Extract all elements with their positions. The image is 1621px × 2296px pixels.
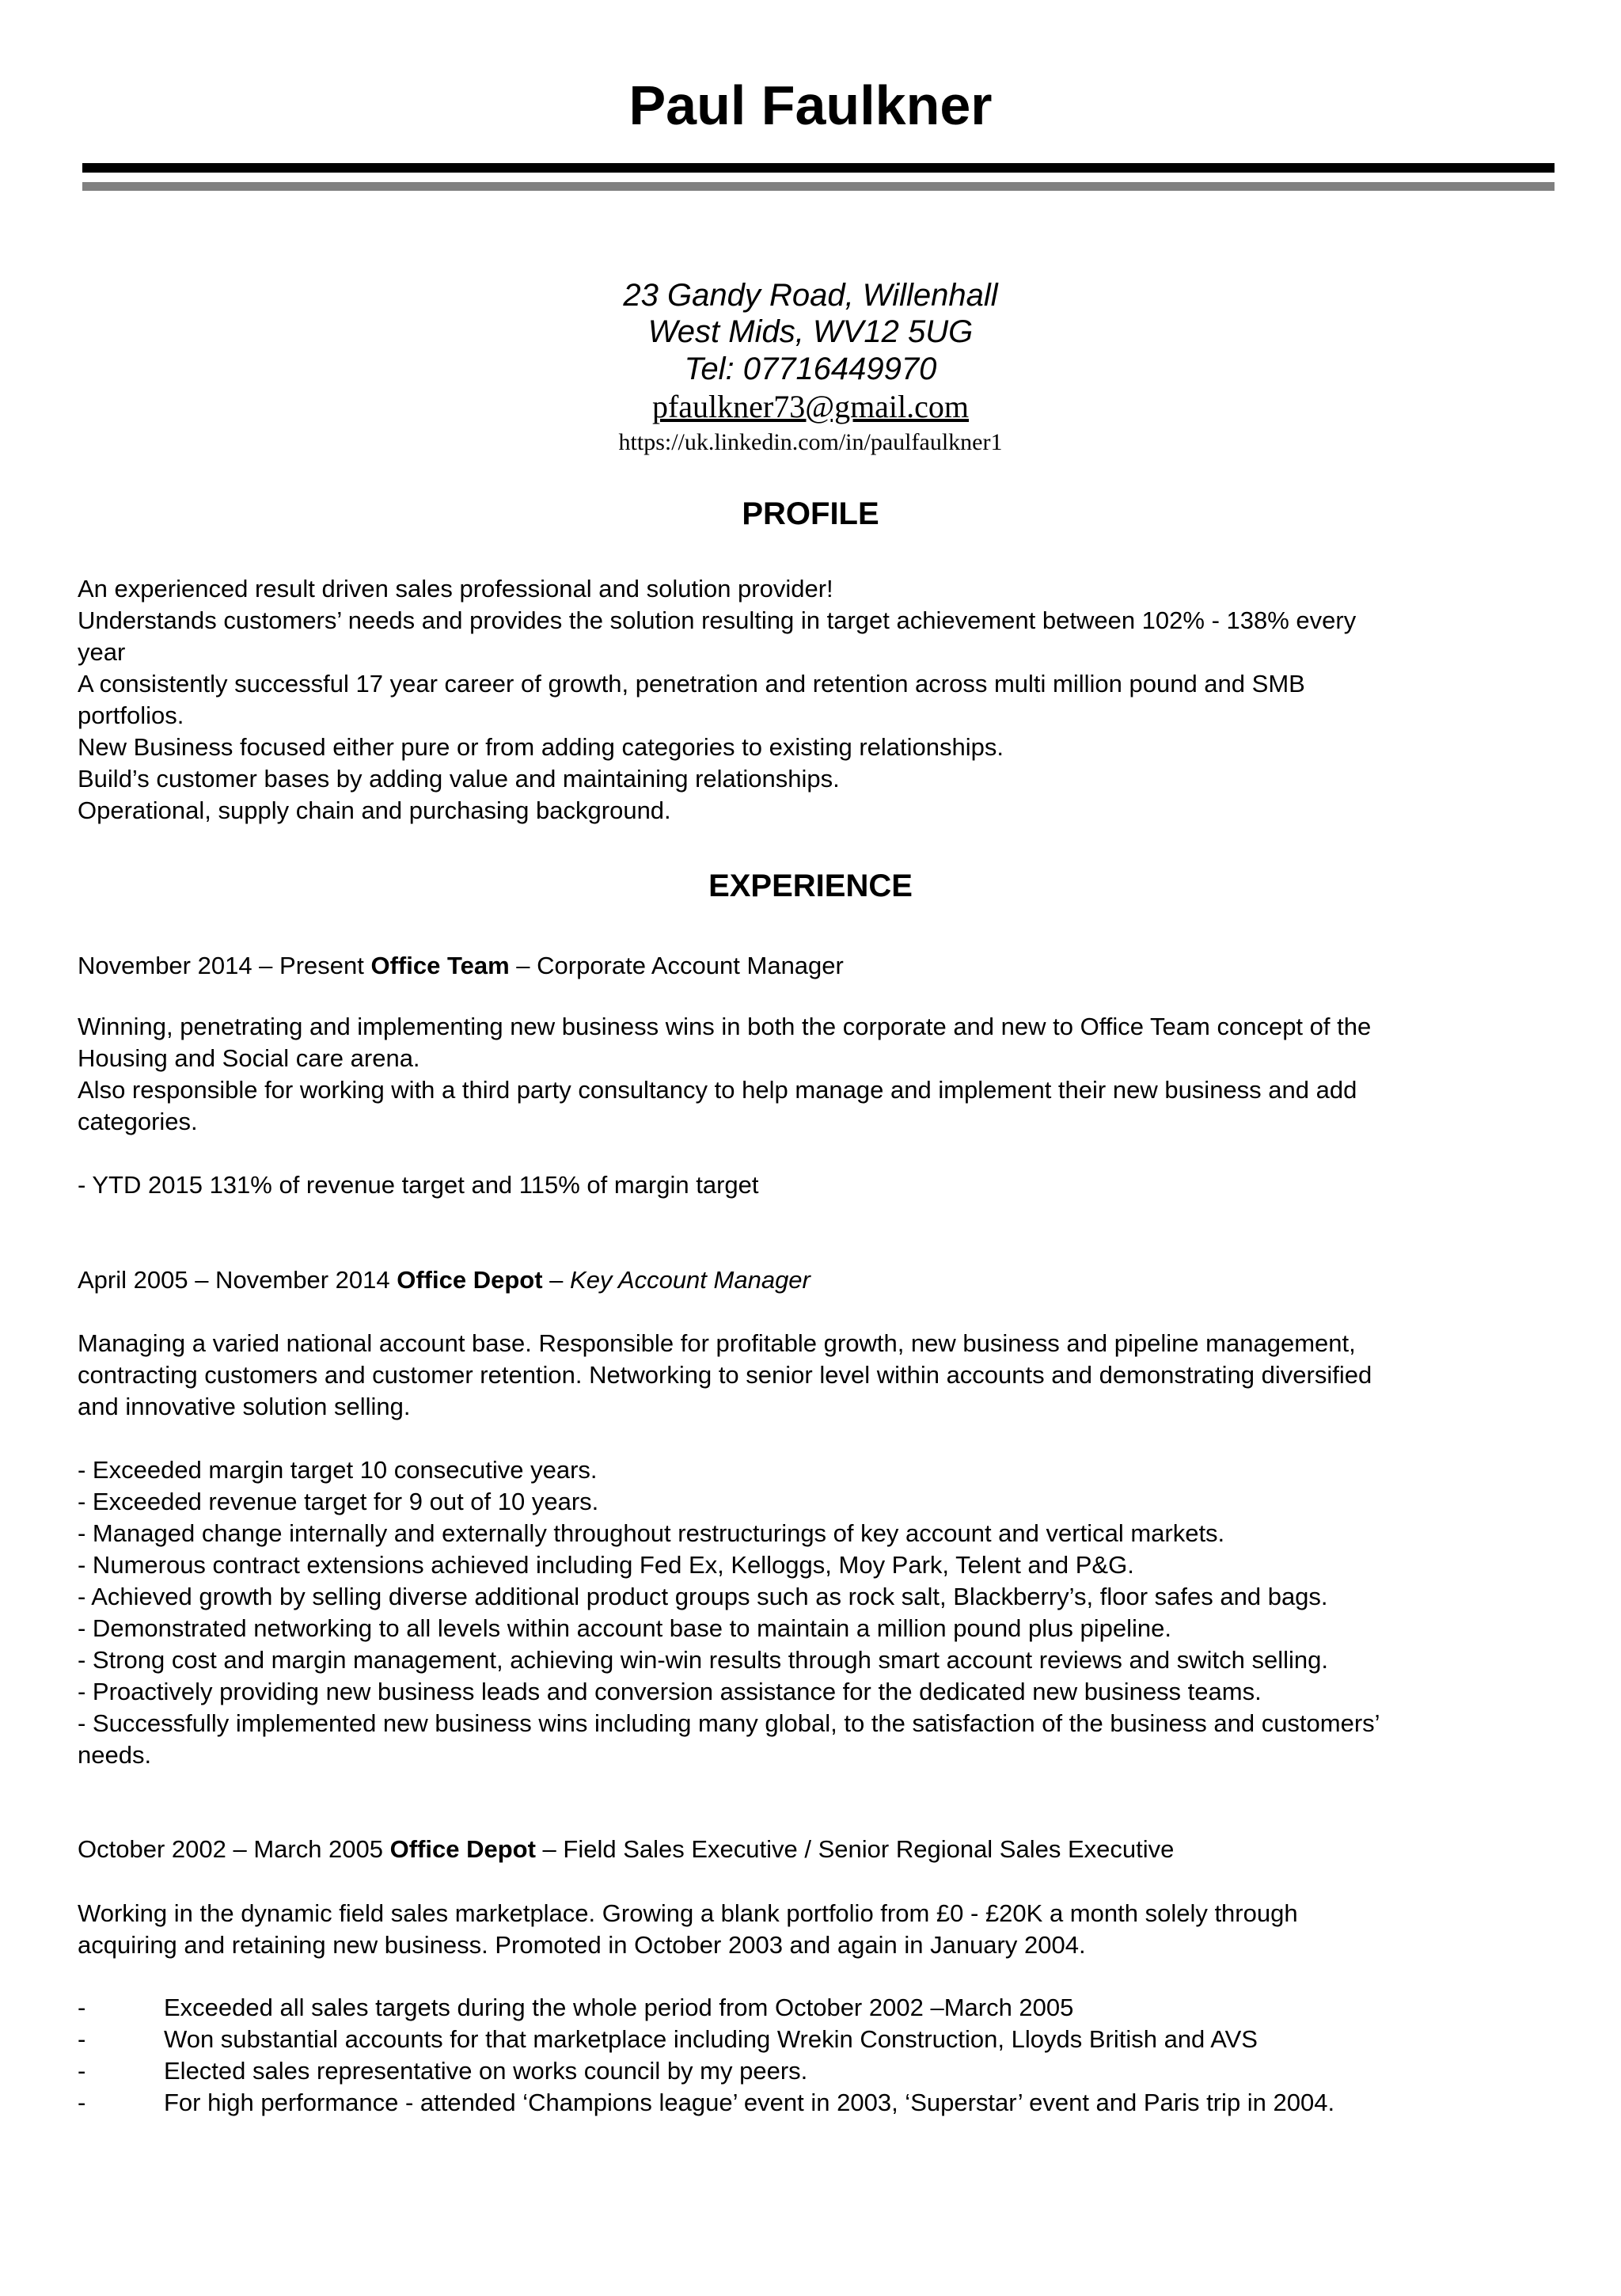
job-role: Key Account Manager [570,1266,810,1294]
linkedin-url[interactable]: https://uk.linkedin.com/in/paulfaulkner1 [618,429,1003,455]
job-heading [78,950,1566,982]
job-role: Field Sales Executive / Senior Regional Sales Executive [563,1835,1175,1863]
bullet-marker: - [78,2089,86,2116]
job-description-line: contracting customers and customer retention. Networking to senior level within accounts and demonstrating diversified [78,1361,1372,1389]
email-link[interactable]: pfaulkner73@gmail.com [651,389,970,424]
job-description-line: Also responsible for working with a third party consultancy to help manage and implement their new business and add [78,1076,1357,1104]
bullet-item: Won substantial accounts for that marketplace including Wrekin Construction, Lloyds British and AVS [164,2025,1258,2053]
job-description-line: Housing and Social care arena. [78,1044,420,1072]
profile-line: A consistently successful 17 year career of growth, penetration and retention across multi million pound and SMB [78,670,1305,698]
job-dates: November 2014 – Present [78,952,371,979]
profile-heading: PROFILE [742,496,879,531]
job-separator: – [509,952,537,979]
achievement-item: - Strong cost and margin management, achieving win-win results through smart account reviews and switch selling. [78,1646,1329,1674]
job-role: Corporate Account Manager [537,952,844,979]
header-rule-gray [82,182,1555,191]
header-rule-black [82,163,1555,173]
job-company: Office Depot [397,1266,543,1294]
achievement-item: - Exceeded margin target 10 consecutive years. [78,1456,598,1484]
bullet-item: Elected sales representative on works council by my peers. [164,2057,808,2085]
achievement-item: - YTD 2015 131% of revenue target and 115% of margin target [78,1171,759,1199]
profile-line: Understands customers’ needs and provides the solution resulting in target achievement between 102% - 138% every [78,606,1357,634]
job-separator: – [542,1266,571,1294]
job-heading [78,1264,1566,1296]
job-company: Office Depot [389,1835,536,1863]
achievement-item: - Successfully implemented new business wins including many global, to the satisfaction of the business and customers’ [78,1709,1380,1737]
job-description-line: Winning, penetrating and implementing new business wins in both the corporate and new to Office Team concept of the [78,1013,1372,1040]
profile-line: Build’s customer bases by adding value and maintaining relationships. [78,765,840,793]
achievement-item: - Proactively providing new business leads and conversion assistance for the dedicated new business teams. [78,1678,1262,1705]
address-line-1: 23 Gandy Road, Willenhall [623,278,998,313]
achievement-item: needs. [78,1741,152,1769]
job-company: Office Team [370,952,510,979]
job-separator: – [535,1835,564,1863]
bullet-marker: - [78,2057,86,2085]
experience-heading: EXPERIENCE [708,869,913,903]
bullet-item: Exceeded all sales targets during the whole period from October 2002 –March 2005 [164,1994,1074,2021]
profile-line: portfolios. [78,701,184,729]
achievement-item: - Exceeded revenue target for 9 out of 10 years. [78,1488,599,1515]
profile-line: year [78,638,126,666]
job-description-line: and innovative solution selling. [78,1393,411,1420]
profile-line: New Business focused either pure or from adding categories to existing relationships. [78,733,1004,761]
telephone: Tel: 07716449970 [684,352,937,386]
bullet-item: For high performance - attended ‘Champions league’ event in 2003, ‘Superstar’ event and Paris trip in 2004. [164,2089,1335,2116]
achievement-item: - Managed change internally and externally throughout restructurings of key account and vertical markets. [78,1519,1225,1547]
job-description-line: Working in the dynamic field sales marketplace. Growing a blank portfolio from £0 - £20K a month solely through [78,1899,1298,1927]
job-heading [78,1834,1566,1865]
profile-line: Operational, supply chain and purchasing background. [78,796,671,824]
job-description-line: categories. [78,1108,198,1135]
profile-line: An experienced result driven sales professional and solution provider! [78,575,833,603]
address-line-2: West Mids, WV12 5UG [647,314,974,349]
candidate-name: Paul Faulkner [628,74,993,136]
achievement-item: - Achieved growth by selling diverse additional product groups such as rock salt, Blackberry’s, floor safes and bags. [78,1583,1328,1610]
achievement-item: - Numerous contract extensions achieved including Fed Ex, Kelloggs, Moy Park, Telent and P&G. [78,1551,1134,1579]
job-description-line: acquiring and retaining new business. Promoted in October 2003 and again in January 2004. [78,1931,1086,1959]
job-description-line: Managing a varied national account base. Responsible for profitable growth, new business and pipeline management, [78,1329,1356,1357]
bullet-marker: - [78,1994,86,2021]
job-dates: April 2005 – November 2014 [78,1266,397,1294]
bullet-marker: - [78,2025,86,2053]
job-dates: October 2002 – March 2005 [78,1835,390,1863]
achievement-item: - Demonstrated networking to all levels within account base to maintain a million pound plus pipeline. [78,1614,1171,1642]
